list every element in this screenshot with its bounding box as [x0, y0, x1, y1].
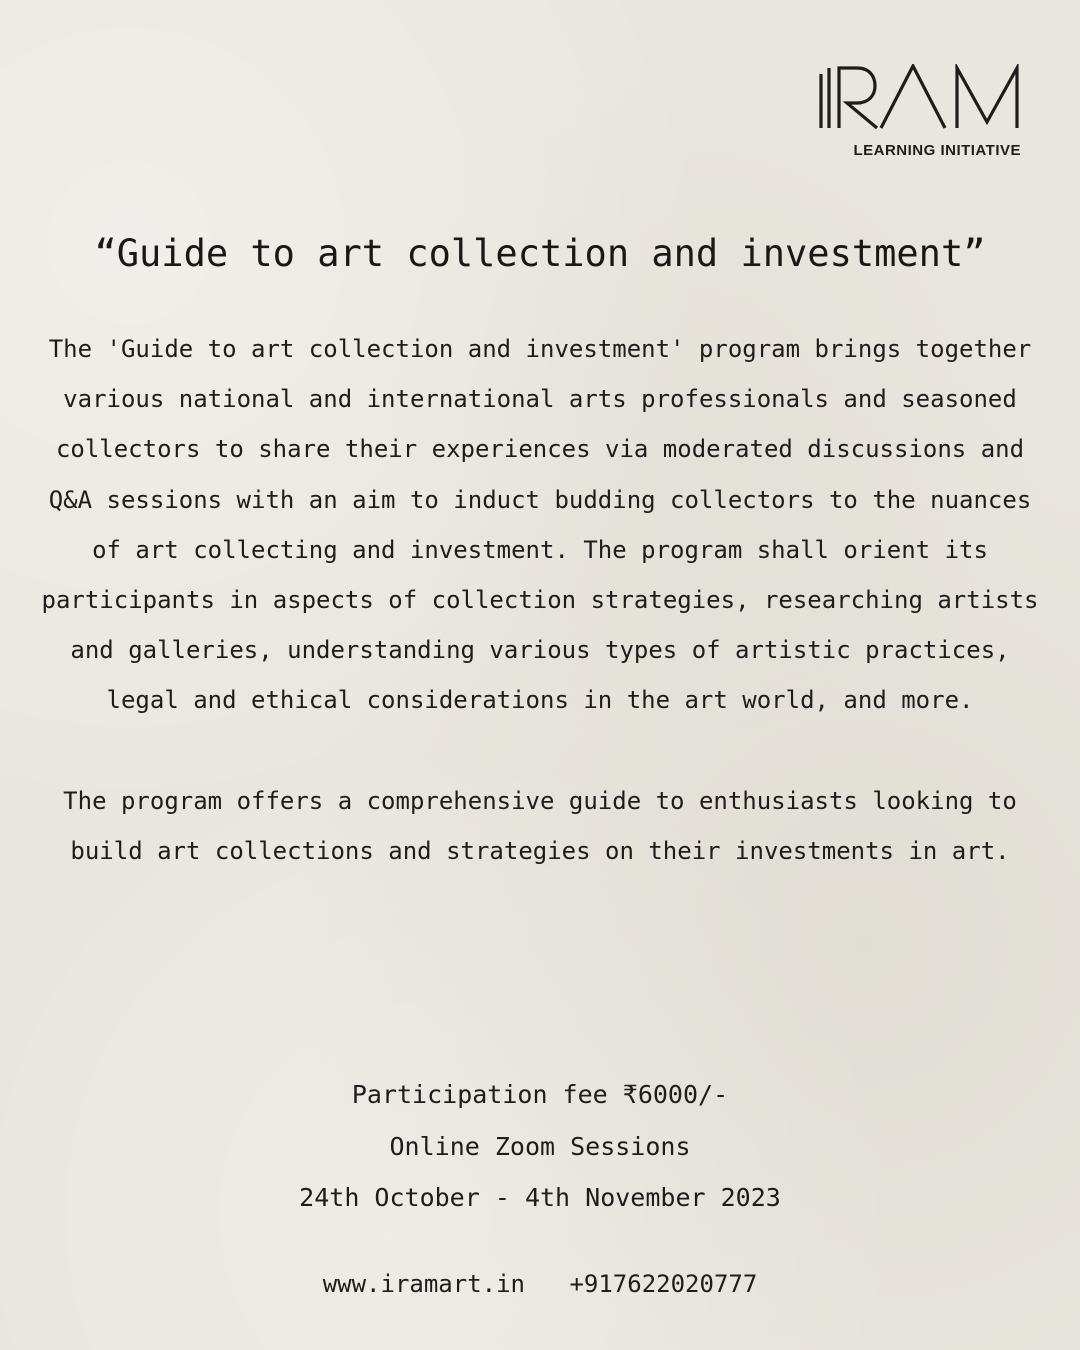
description-paragraph: The program offers a comprehensive guide to enthusiasts looking to build art collections and strategies on their investments in art. — [63, 786, 1017, 865]
program-description — [40, 324, 1040, 876]
participation-fee: Participation fee ₹6000/- — [351, 1080, 729, 1109]
contact-info — [0, 1262, 1080, 1306]
logo-subtitle: LEARNING INITIATIVE — [853, 142, 1021, 159]
website-link[interactable]: www.iramart.in — [322, 1270, 525, 1298]
session-format: Online Zoom Sessions — [389, 1131, 691, 1161]
iram-logo — [814, 64, 1024, 159]
iram-logo-mark — [817, 64, 1021, 130]
description-paragraph: The 'Guide to art collection and investment' program brings together various national and international arts professionals and seasoned collectors to share their experiences via moderated discussions and Q&A sessions with an aim to induct budding collectors to the nuances of art collecting and investment. The program shall orient its participants in aspects of collection strategies, researching artists and galleries, understanding various types of artistic practices, legal and ethical considerations in the art world, and more. — [41, 335, 1039, 715]
event-details — [0, 1069, 1080, 1224]
page-title: “Guide to art collection and investment” — [94, 232, 986, 275]
event-dates: 24th October - 4th November 2023 — [299, 1183, 781, 1212]
phone-number[interactable]: +917622020777 — [569, 1270, 758, 1298]
